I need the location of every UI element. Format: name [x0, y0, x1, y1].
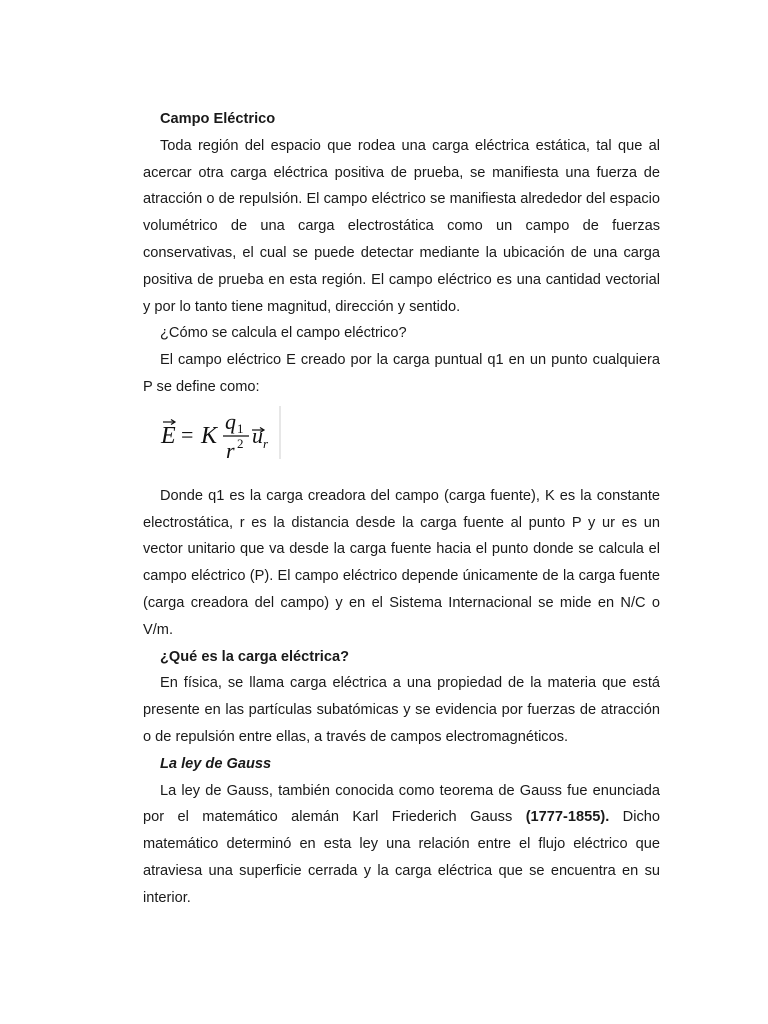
- heading-que-es-carga: ¿Qué es la carga eléctrica?: [160, 648, 350, 665]
- paragraph-campo-definicion: Toda región del espacio que rodea una carga eléctrica estática, tal que al acercar otra carga eléctrica positiva de prueba, se manifiesta una fuerza de atracción o de repulsión. El campo eléctrico se manifiesta alrededor del espacio volumétrico de una carga electrostática como un campo de fuerzas conservativas, el cual se puede detectar mediante la ubicación de una carga positiva de prueba en esta región. El campo eléctrico es una cantidad vectorial y por lo tanto tiene magnitud, dirección y sentido.: [143, 137, 660, 315]
- formula-unit-vector: u: [252, 422, 263, 448]
- gauss-text-end: Dicho matemático determinó en esta ley una relación entre el flujo eléctrico que atraviesa una superficie cerrada y la carga eléctrica que se encuentra en su interior.: [143, 809, 660, 906]
- formula-constant: K: [201, 422, 218, 449]
- paragraph-carga-electrica: En física, se llama carga eléctrica a una propiedad de la materia que está presente en las partículas subatómicas y se evidencia por fuerzas de atracción o de repulsión entre ellas, a través de campos electromagnéticos.: [143, 675, 660, 745]
- formula-graphic: [159, 405, 289, 477]
- formula-unit-vector-subscript: r: [263, 435, 269, 451]
- paragraph-donde: Donde q1 es la carga creadora del campo (carga fuente), K es la constante electrostática, r es la distancia desde la carga fuente al punto P y ur es un vector unitario que va desde la carga fuente hacia el punto donde se calcula el campo eléctrico (P). El campo eléctrico depende únicamente de la carga fuente (carga creadora del campo) y en el Sistema Internacional se mide en N/C o V/m.: [143, 487, 660, 638]
- document-page: [143, 106, 660, 912]
- formula-lhs: E: [161, 422, 176, 449]
- formula-denominator: r: [226, 437, 235, 463]
- paragraph-campo-creado: El campo eléctrico E creado por la carga puntual q1 en un punto cualquiera P se define como:: [143, 352, 660, 395]
- question-como-se-calcula: ¿Cómo se calcula el campo eléctrico?: [160, 325, 407, 342]
- heading-campo-electrico: Campo Eléctrico: [160, 111, 276, 127]
- formula-numerator: q: [225, 408, 236, 434]
- formula-equals: =: [181, 421, 194, 447]
- gauss-years: (1777-1855).: [525, 809, 610, 826]
- electric-field-formula: [143, 405, 660, 477]
- formula-numerator-subscript: 1: [237, 420, 244, 436]
- gauss-text-start: La ley de Gauss, también conocida como teorema de Gauss fue enunciada por el matemático alemán Karl Friederich Gauss: [143, 782, 660, 826]
- heading-ley-de-gauss: La ley de Gauss: [160, 755, 272, 772]
- paragraph-ley-de-gauss: [143, 778, 660, 912]
- formula-denominator-superscript: 2: [237, 435, 244, 451]
